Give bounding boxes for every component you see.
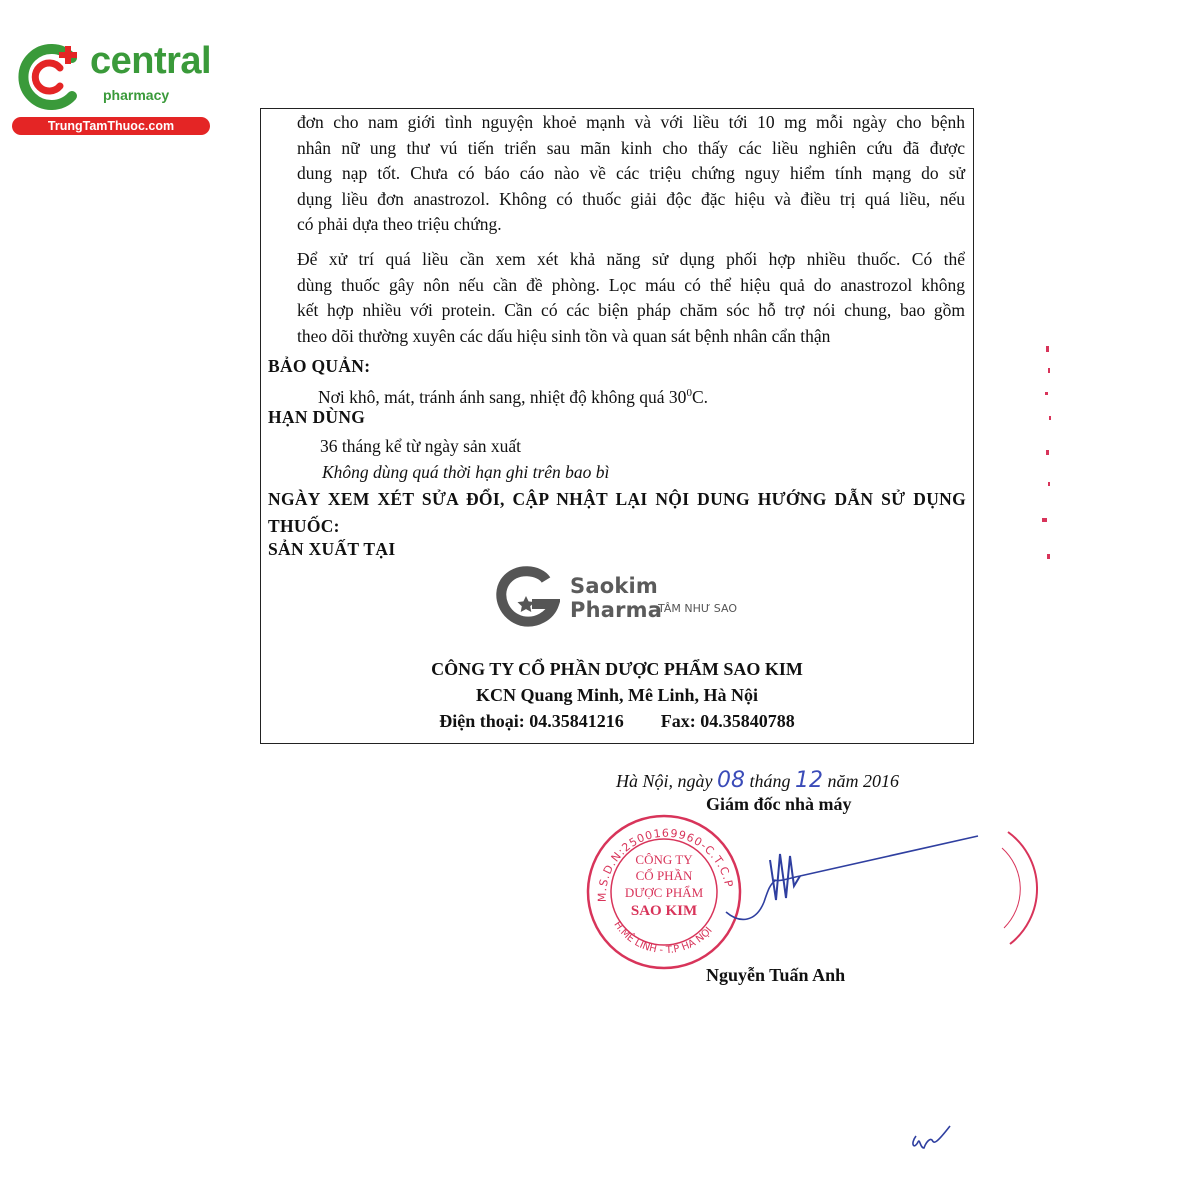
stamp-line-4: SAO KIM [630, 903, 698, 919]
text-line: theo dõi thường xuyên các dấu hiệu sinh tồn và quan sát bệnh nhân cẩn thận [297, 325, 831, 346]
company-address: KCN Quang Minh, Mê Linh, Hà Nội [475, 685, 759, 705]
director-title: Giám đốc nhà máy [706, 794, 852, 814]
expiry-note: Không dùng quá thời hạn ghi trên bao bì [322, 462, 610, 482]
text-line: dùng thuốc gây nôn nếu cần đề phòng. Lọc máu có thể hiệu quả do anastrozol không [297, 274, 965, 295]
signer-name: Nguyễn Tuấn Anh [706, 965, 846, 985]
text-line: dụng liều đơn anastrozol. Không có thuốc giải độc đặc hiệu và điều trị quá liều, nếu [297, 188, 965, 209]
storage-condition: Nơi khô, mát, tránh ánh sang, nhiệt độ không quá 30 [318, 386, 687, 407]
brand-subtitle: pharmacy [103, 87, 170, 103]
manufacturer-slogan: TÂM NHƯ SAO [658, 602, 737, 615]
central-pharmacy-logo-icon [10, 38, 88, 116]
text-line: đơn cho nam giới tình nguyện khoẻ mạnh và với liều tới 10 mg mỗi ngày cho bệnh [297, 112, 965, 132]
storage-text [318, 381, 708, 410]
text-line: nhân nữ ung thư vú tiến triển sau mãn kinh cho thấy các liều nghiên cứu đã được [297, 137, 965, 158]
stamp-line-2: CỔ PHẦN [635, 868, 693, 883]
stamp-outer-bottom-text: H.MÊ LINH - T.P HÀ NỘI [611, 919, 715, 957]
storage-heading: BẢO QUẢN: [268, 356, 371, 376]
watermark-logo [10, 38, 215, 138]
expiry-text: 36 tháng kể từ ngày sản xuất [320, 436, 521, 456]
company-phone: Điện thoại: 04.35841216 [439, 711, 624, 731]
overdose-paragraph [297, 110, 965, 238]
stamp-line-1: CÔNG TY [635, 852, 693, 867]
place-date [616, 768, 899, 793]
company-name: CÔNG TY CỔ PHẦN DƯỢC PHẨM SAO KIM [431, 659, 803, 679]
handwritten-initials [906, 1118, 956, 1154]
text-line: Để xử trí quá liều cần xem xét khả năng sử dụng phối hợp nhiều thuốc. Có thể [297, 249, 965, 269]
text-line: kết hợp nhiều với protein. Cần có các biện pháp chăm sóc hỗ trợ nói chung, bao gồm [297, 300, 965, 320]
handwritten-month: 12 [795, 768, 824, 793]
manufacturer-logo [496, 566, 746, 628]
handwritten-day: 08 [717, 768, 745, 793]
manufacturer-logo-name: Saokim Pharma [570, 574, 663, 622]
partial-stamp-edge [1000, 828, 1040, 948]
signature-drawing [690, 832, 980, 932]
edge-stamp-marks [1028, 340, 1068, 600]
degree-superscript: 0 [686, 387, 692, 399]
temperature-unit: C. [691, 386, 708, 407]
brand-name: central [90, 40, 212, 82]
review-date-heading: NGÀY XEM XÉT SỬA ĐỔI, CẬP NHẬT LẠI NỘI DUNG HƯỚNG DẪN SỬ DỤNG THUỐC: [268, 489, 966, 536]
stamp-line-3: DƯỢC PHẨM [624, 885, 704, 900]
overdose-management-paragraph [297, 247, 965, 349]
year-label: năm 2016 [827, 771, 900, 791]
company-contact [260, 711, 974, 732]
website-link[interactable]: TrungTamThuoc.com [12, 117, 210, 135]
text-line: dung nạp tốt. Chưa có báo cáo nào về các triệu chứng nguy hiểm tính mạng do sử [297, 163, 965, 183]
expiry-heading: HẠN DÙNG [268, 407, 366, 427]
month-label: tháng [749, 771, 791, 791]
stamp-outer-text: M.S.D.N:2500169960-C.T.C.P [595, 826, 736, 903]
text-line: có phải dựa theo triệu chứng. [297, 214, 502, 234]
made-at-heading: SẢN XUẤT TẠI [268, 539, 396, 559]
saokim-logo-icon [496, 566, 560, 628]
company-fax: Fax: 04.35840788 [660, 711, 795, 731]
place-date-prefix: Hà Nội, ngày [616, 771, 713, 791]
